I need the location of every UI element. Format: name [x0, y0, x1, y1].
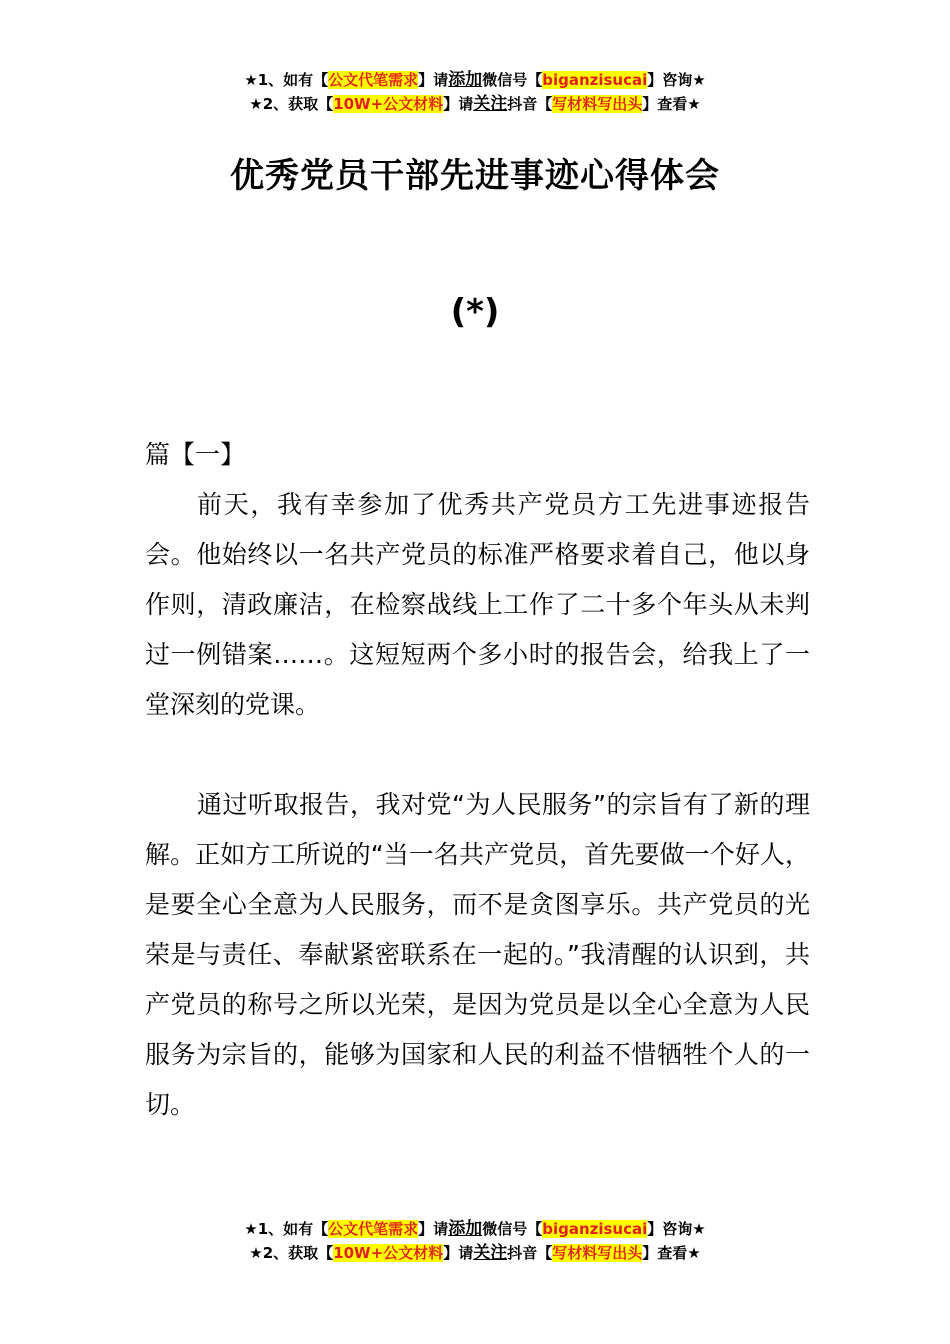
banner-wechat-id: biganzisucai: [542, 71, 648, 89]
header-banner: [0, 68, 950, 116]
banner-line-2: [0, 92, 950, 116]
banner-text: ★1、如有【: [244, 1220, 329, 1238]
banner-text: 】请: [443, 1244, 474, 1262]
banner-line-2: [0, 1241, 950, 1265]
banner-douyin-id: 写材料写出头: [552, 1244, 643, 1262]
document-title: 优秀党员干部先进事迹心得体会: [230, 156, 720, 196]
banner-underlined: 添加: [448, 1219, 483, 1239]
banner-text: 】查看★: [642, 1244, 701, 1262]
banner-text: ★1、如有【: [244, 71, 329, 89]
banner-highlight: 公文代笔需求: [328, 71, 419, 89]
paragraph-2: 通过听取报告，我对党“为人民服务”的宗旨有了新的理解。正如方工所说的“当一名共产党员，首先要做一个好人，是要全心全意为人民服务，而不是贪图享乐。共产党员的光荣是与责任、奉献紧密联系在一起的。”我清醒的认识到，共产党员的称号之所以光荣，是因为党员是以全心全意为人民服务为宗旨的，能够为国家和人民的利益不惜牺牲个人的一切。: [145, 790, 810, 1119]
banner-highlight: 公文代笔需求: [328, 1220, 419, 1238]
banner-text: ★2、获取【: [249, 95, 334, 113]
paragraph-1: 前天，我有幸参加了优秀共产党员方工先进事迹报告会。他始终以一名共产党员的标准严格要求着自己，他以身作则，清政廉洁，在检察战线上工作了二十多个年头从未判过一例错案……。这短短两个多小时的报告会，给我上了一堂深刻的党课。: [145, 490, 810, 719]
banner-line-1: [0, 1217, 950, 1241]
banner-text: 】请: [418, 71, 449, 89]
banner-text: 】请: [443, 95, 474, 113]
banner-text: 微信号【: [482, 1220, 543, 1238]
banner-douyin-id: 写材料写出头: [552, 95, 643, 113]
banner-highlight: 10W+公文材料: [333, 1244, 444, 1262]
banner-text: 】请: [418, 1220, 449, 1238]
banner-text: 抖音【: [507, 95, 553, 113]
banner-underlined: 关注: [473, 94, 508, 114]
banner-underlined: 关注: [473, 1243, 508, 1263]
banner-text: 】查看★: [642, 95, 701, 113]
banner-highlight: 10W+公文材料: [333, 95, 444, 113]
banner-text: 抖音【: [507, 1244, 553, 1262]
footer-banner: [0, 1217, 950, 1265]
document-subtitle: (*): [450, 292, 500, 332]
banner-text: 微信号【: [482, 71, 543, 89]
banner-text: ★2、获取【: [249, 1244, 334, 1262]
document-body: [145, 430, 810, 1130]
banner-wechat-id: biganzisucai: [542, 1220, 648, 1238]
banner-line-1: [0, 68, 950, 92]
banner-underlined: 添加: [448, 70, 483, 90]
banner-text: 】咨询★: [647, 71, 706, 89]
banner-text: 】咨询★: [647, 1220, 706, 1238]
section-label: 篇【一】: [145, 440, 246, 469]
